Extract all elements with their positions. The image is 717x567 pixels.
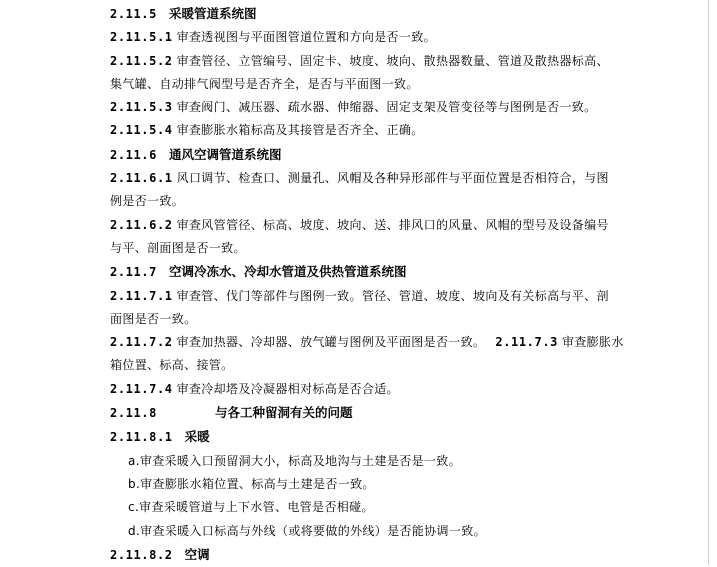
section-title: 采暖管道系统图 (168, 6, 257, 21)
clause-2-11-5-2 (110, 50, 610, 73)
clause-text: 审查冷却塔及冷凝器相对标高是否合适。 (176, 381, 399, 396)
section-title: 通风空调管道系统图 (168, 146, 282, 162)
clause-number: 2.11.7.3 (495, 335, 558, 350)
clause-text: 审查膨胀水 (561, 335, 624, 350)
clause-text: 集气罐、自动排气阀型号是否齐全，是否与平面图一致。 (110, 76, 419, 91)
clause-text: 审查风管管径、标高、坡度、坡向、送、排风口的风量、风帽的型号及设备编号 (176, 217, 609, 232)
section-heading-2-11-8 (110, 401, 610, 425)
clause-2-11-7-2 (110, 331, 624, 354)
section-title: 采暖 (184, 429, 210, 445)
clause-2-11-5-4 (110, 119, 610, 142)
clause-2-11-7-3-continued (110, 354, 610, 377)
clause-2-11-7-1-continued (110, 308, 610, 331)
section-heading-2-11-6 (110, 143, 610, 167)
section-heading-2-11-5 (110, 2, 610, 26)
clause-number: 2.11.7.2 (110, 335, 173, 350)
section-number: 2.11.6 (110, 147, 157, 162)
list-item-text: b.审查膨胀水箱位置、标高与土建是否一致。 (128, 476, 375, 491)
clause-text: 审查透视图与平面图管道位置和方向是否一致。 (176, 30, 436, 45)
clause-text: 审查加热器、冷却器、放气罐与图例及平面图是否一致。 (176, 335, 486, 350)
list-item-c (110, 496, 610, 519)
section-number: 2.11.8.1 (110, 430, 173, 445)
clause-2-11-5-2-continued (110, 73, 610, 96)
section-title: 空调冷冻水、冷却水管道及供热管道系统图 (168, 264, 407, 280)
section-title: 空调 (184, 546, 210, 562)
section-number: 2.11.7 (110, 265, 157, 280)
list-item-a (110, 450, 610, 473)
clause-text: 例是否一致。 (110, 194, 185, 209)
section-number: 2.11.8 (110, 406, 157, 421)
list-item-b (110, 473, 610, 496)
section-heading-2-11-7 (110, 260, 610, 284)
clause-number: 2.11.5.2 (110, 53, 173, 68)
list-item-text: c.审查采暖管道与上下水管、电管是否相碰。 (128, 500, 374, 515)
list-item-text: d.审查采暖入口标高与外线（或将要做的外线）是否能协调一致。 (128, 523, 486, 538)
list-item-d (110, 520, 610, 543)
section-heading-2-11-8-1 (110, 425, 610, 449)
clause-2-11-7-1 (110, 285, 610, 308)
clause-text: 风口调节、检查口、测量孔、风帽及各种异形部件与平面位置是否相符合，与图 (176, 171, 609, 186)
clause-2-11-6-1-continued (110, 190, 610, 213)
clause-text: 审查管、伐门等部件与图例一致。管径、管道、坡度、坡向及有关标高与平、剖 (176, 288, 609, 303)
clause-2-11-5-1 (110, 26, 610, 49)
section-title: 与各工种留洞有关的问题 (214, 405, 353, 421)
clause-2-11-6-2 (110, 214, 610, 237)
section-number: 2.11.8.2 (110, 547, 173, 562)
clause-2-11-6-1 (110, 167, 610, 190)
clause-number: 2.11.7.1 (110, 288, 173, 303)
clause-text: 审查膨胀水箱标高及其接管是否齐全、正确。 (176, 123, 424, 138)
clause-2-11-7-4 (110, 378, 610, 401)
clause-number: 2.11.6.2 (110, 217, 173, 232)
clause-number: 2.11.6.1 (110, 171, 173, 186)
section-number: 2.11.5 (110, 7, 157, 21)
clause-number: 2.11.7.4 (110, 381, 173, 396)
clause-text: 与平、剖面图是否一致。 (110, 240, 246, 255)
clause-number: 2.11.5.1 (110, 30, 173, 45)
section-heading-2-11-8-2 (110, 543, 610, 567)
clause-text: 审查管径、立管编号、固定卡、坡度、坡向、散热器数量、管道及散热器标高、 (176, 53, 609, 68)
clause-number: 2.11.5.4 (110, 123, 173, 138)
clause-text: 审查阀门、减压器、疏水器、伸缩器、固定支架及管变径等与图例是否一致。 (176, 100, 597, 115)
clause-number: 2.11.5.3 (110, 100, 173, 115)
document-content (110, 2, 624, 567)
clause-2-11-6-2-continued (110, 237, 610, 260)
window-edge (708, 0, 717, 565)
clause-text: 面图是否一致。 (110, 311, 197, 326)
list-item-text: a.审查采暖入口预留洞大小，标高及地沟与土建是否是一致。 (128, 453, 461, 468)
clause-2-11-5-3 (110, 96, 610, 119)
clause-text: 箱位置、标高、接管。 (110, 358, 234, 373)
